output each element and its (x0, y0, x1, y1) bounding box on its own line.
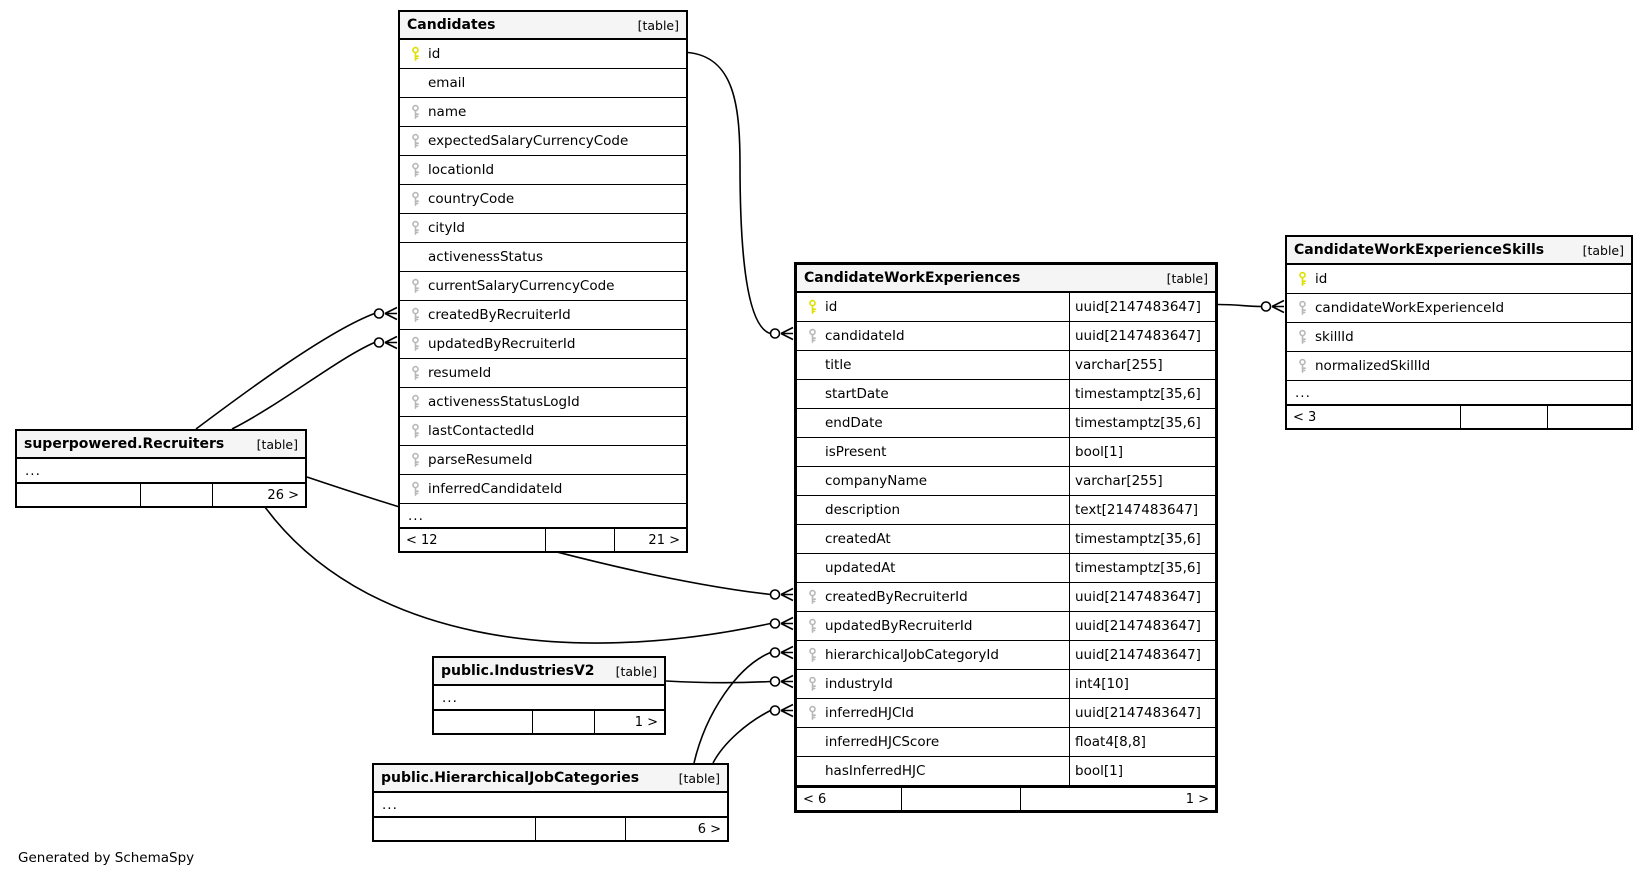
column-row (797, 467, 1215, 496)
column-name: endDate (825, 415, 883, 431)
hidden-columns-ellipsis: ... (1295, 384, 1311, 401)
column-row (797, 583, 1215, 612)
table-title: public.IndustriesV2 (441, 663, 595, 679)
table-type-badge: [table] (615, 663, 657, 679)
index-key-icon (410, 424, 421, 439)
index-key-icon (807, 619, 818, 634)
column-row (400, 40, 686, 69)
line-cwe-id-to-cwes-candidateworkexperienceid (1218, 305, 1262, 307)
column-name: candidateWorkExperienceId (1315, 300, 1505, 316)
column-name: createdByRecruiterId (825, 589, 968, 605)
column-row (797, 525, 1215, 554)
index-key-icon (1297, 359, 1308, 374)
column-row (400, 127, 686, 156)
index-key-icon (410, 482, 421, 497)
table-footer (400, 527, 686, 551)
column-row (400, 69, 686, 98)
line-recruiters-to-candidates-createdby (196, 314, 375, 430)
table-node-recruiters[interactable] (15, 429, 307, 508)
index-key-icon (410, 192, 421, 207)
column-row (400, 272, 686, 301)
table-footer (434, 709, 664, 733)
hidden-columns-ellipsis: ... (382, 796, 398, 813)
column-type: int4[10] (1069, 670, 1215, 698)
line-candidates-id-to-cwe-candidateid (688, 53, 771, 334)
column-name: createdByRecruiterId (428, 307, 571, 323)
column-name: createdAt (825, 531, 891, 547)
footer-hidden-parents-count (434, 711, 532, 733)
column-row (797, 351, 1215, 380)
column-name: updatedByRecruiterId (428, 336, 576, 352)
column-name: activenessStatusLogId (428, 394, 580, 410)
table-title: superpowered.Recruiters (24, 436, 225, 452)
column-name: id (1315, 271, 1328, 287)
table-title: CandidateWorkExperienceSkills (1294, 242, 1545, 258)
table-header[interactable] (797, 265, 1215, 293)
footer-hidden-parents-count (17, 484, 140, 506)
table-footer (17, 482, 305, 506)
column-type: uuid[2147483647] (1069, 322, 1215, 350)
hidden-columns-ellipsis: ... (408, 507, 424, 524)
table-header[interactable] (17, 431, 305, 459)
index-key-icon (807, 329, 818, 344)
index-key-icon (807, 677, 818, 692)
column-name: title (825, 357, 852, 373)
footer-hidden-children-count (1547, 406, 1631, 428)
column-name: industryId (825, 676, 893, 692)
column-name: locationId (428, 162, 495, 178)
circle-crowfoot-marker (771, 705, 794, 717)
table-title: CandidateWorkExperiences (804, 270, 1021, 286)
column-row (400, 243, 686, 272)
footer-hidden-parents-count: < 12 (406, 532, 438, 548)
column-name: id (428, 46, 441, 62)
pk-key-icon (807, 300, 818, 315)
footer-hidden-children-count: 6 > (625, 818, 727, 840)
table-title: Candidates (407, 17, 496, 33)
circle-crowfoot-marker (771, 676, 794, 688)
index-key-icon (410, 105, 421, 120)
table-footer (374, 816, 727, 840)
column-type: text[2147483647] (1069, 496, 1215, 524)
footer-hidden-children-count: 1 > (1020, 788, 1215, 810)
column-name: description (825, 502, 901, 518)
index-key-icon (410, 337, 421, 352)
column-row (1287, 352, 1631, 381)
column-name: updatedAt (825, 560, 896, 576)
column-name: parseResumeId (428, 452, 533, 468)
column-row (1287, 294, 1631, 323)
column-type: timestamptz[35,6] (1069, 409, 1215, 437)
column-name: normalizedSkillId (1315, 358, 1431, 374)
line-hjc-to-cwe-hierarchicaljobcategoryid (694, 653, 771, 764)
column-name: startDate (825, 386, 889, 402)
column-row (400, 185, 686, 214)
circle-crowfoot-marker (771, 589, 794, 601)
table-node-candidate-work-experience-skills[interactable] (1285, 235, 1633, 430)
column-name: lastContactedId (428, 423, 535, 439)
index-key-icon (410, 221, 421, 236)
column-row (400, 301, 686, 330)
column-row (400, 98, 686, 127)
table-node-hierarchical-job-categories[interactable] (372, 763, 729, 842)
table-type-badge: [table] (678, 770, 720, 786)
column-name: hierarchicalJobCategoryId (825, 647, 999, 663)
footer-middle-cell (901, 788, 1020, 810)
column-name: activenessStatus (428, 249, 543, 265)
column-type: float4[8,8] (1069, 728, 1215, 756)
column-name: inferredCandidateId (428, 481, 563, 497)
column-row (400, 475, 686, 504)
column-type: uuid[2147483647] (1069, 583, 1215, 611)
index-key-icon (1297, 330, 1308, 345)
column-row (797, 670, 1215, 699)
column-row (1287, 265, 1631, 294)
column-name: skillId (1315, 329, 1354, 345)
column-type: uuid[2147483647] (1069, 641, 1215, 669)
column-type: timestamptz[35,6] (1069, 380, 1215, 408)
index-key-icon (410, 395, 421, 410)
column-row (400, 446, 686, 475)
index-key-icon (1297, 301, 1308, 316)
circle-crowfoot-marker (771, 618, 794, 630)
table-header[interactable] (400, 12, 686, 40)
footer-middle-cell (532, 711, 594, 733)
column-name: email (428, 75, 466, 91)
table-header[interactable] (374, 765, 727, 793)
index-key-icon (807, 590, 818, 605)
circle-crowfoot-marker (1262, 301, 1285, 313)
pk-key-icon (410, 47, 421, 62)
column-row (797, 438, 1215, 467)
column-row (797, 699, 1215, 728)
footer-middle-cell (545, 529, 614, 551)
table-type-badge: [table] (1582, 242, 1624, 258)
index-key-icon (807, 706, 818, 721)
column-name: inferredHJCScore (825, 734, 940, 750)
generator-credit: Generated by SchemaSpy (18, 850, 195, 866)
circle-crowfoot-marker (375, 308, 398, 320)
footer-middle-cell (535, 818, 625, 840)
column-type: bool[1] (1069, 757, 1215, 785)
circle-crowfoot-marker (375, 337, 398, 349)
column-name: isPresent (825, 444, 887, 460)
column-type: timestamptz[35,6] (1069, 554, 1215, 582)
column-row (797, 496, 1215, 525)
column-name: inferredHJCId (825, 705, 914, 721)
footer-hidden-parents-count: < 3 (1293, 409, 1317, 425)
column-row (797, 380, 1215, 409)
index-key-icon (410, 279, 421, 294)
column-row (797, 612, 1215, 641)
footer-middle-cell (1460, 406, 1547, 428)
table-footer (1287, 404, 1631, 428)
footer-hidden-children-count: 26 > (212, 484, 305, 506)
column-name: hasInferredHJC (825, 763, 926, 779)
table-type-badge: [table] (256, 436, 298, 452)
hidden-columns-ellipsis: ... (442, 689, 458, 706)
line-hjc-to-cwe-inferredhjcid (713, 711, 771, 764)
index-key-icon (410, 308, 421, 323)
table-footer (797, 786, 1215, 810)
column-name: updatedByRecruiterId (825, 618, 973, 634)
table-node-candidate-work-experiences[interactable] (794, 262, 1218, 813)
footer-hidden-children-count: 1 > (594, 711, 664, 733)
column-type: varchar[255] (1069, 351, 1215, 379)
line-industriesv2-to-cwe-industryid (666, 681, 771, 683)
table-node-candidates[interactable] (398, 10, 688, 553)
column-name: currentSalaryCurrencyCode (428, 278, 615, 294)
column-row (400, 156, 686, 185)
circle-crowfoot-marker (771, 328, 794, 340)
column-row (797, 554, 1215, 583)
column-row (797, 757, 1215, 786)
table-header[interactable] (1287, 237, 1631, 265)
index-key-icon (410, 366, 421, 381)
table-title: public.HierarchicalJobCategories (381, 770, 640, 786)
footer-hidden-parents-count: < 6 (803, 791, 827, 807)
column-name: cityId (428, 220, 466, 236)
column-name: name (428, 104, 467, 120)
table-type-badge: [table] (1166, 270, 1208, 286)
column-row (1287, 323, 1631, 352)
column-type: varchar[255] (1069, 467, 1215, 495)
column-row (400, 330, 686, 359)
column-name: countryCode (428, 191, 515, 207)
column-row (797, 322, 1215, 351)
column-name: resumeId (428, 365, 492, 381)
column-name: id (825, 299, 838, 315)
index-key-icon (410, 163, 421, 178)
table-header[interactable] (434, 658, 664, 686)
column-row (400, 417, 686, 446)
column-row (400, 388, 686, 417)
column-name: expectedSalaryCurrencyCode (428, 133, 629, 149)
table-type-badge: [table] (637, 17, 679, 33)
column-type: bool[1] (1069, 438, 1215, 466)
index-key-icon (807, 648, 818, 663)
column-row (400, 359, 686, 388)
line-recruiters-to-candidates-updatedby (232, 343, 375, 430)
column-row (797, 641, 1215, 670)
column-type: uuid[2147483647] (1069, 699, 1215, 727)
footer-hidden-children-count: 21 > (614, 529, 686, 551)
column-name: companyName (825, 473, 928, 489)
footer-middle-cell (140, 484, 212, 506)
column-row (797, 293, 1215, 322)
column-type: uuid[2147483647] (1069, 612, 1215, 640)
pk-key-icon (1297, 272, 1308, 287)
footer-hidden-parents-count (374, 818, 535, 840)
table-node-industries-v2[interactable] (432, 656, 666, 735)
column-type: timestamptz[35,6] (1069, 525, 1215, 553)
index-key-icon (410, 134, 421, 149)
hidden-columns-ellipsis: ... (25, 462, 41, 479)
column-name: candidateId (825, 328, 905, 344)
column-row (797, 728, 1215, 757)
index-key-icon (410, 453, 421, 468)
column-row (400, 214, 686, 243)
column-row (797, 409, 1215, 438)
column-type: uuid[2147483647] (1069, 293, 1215, 321)
circle-crowfoot-marker (771, 647, 794, 659)
